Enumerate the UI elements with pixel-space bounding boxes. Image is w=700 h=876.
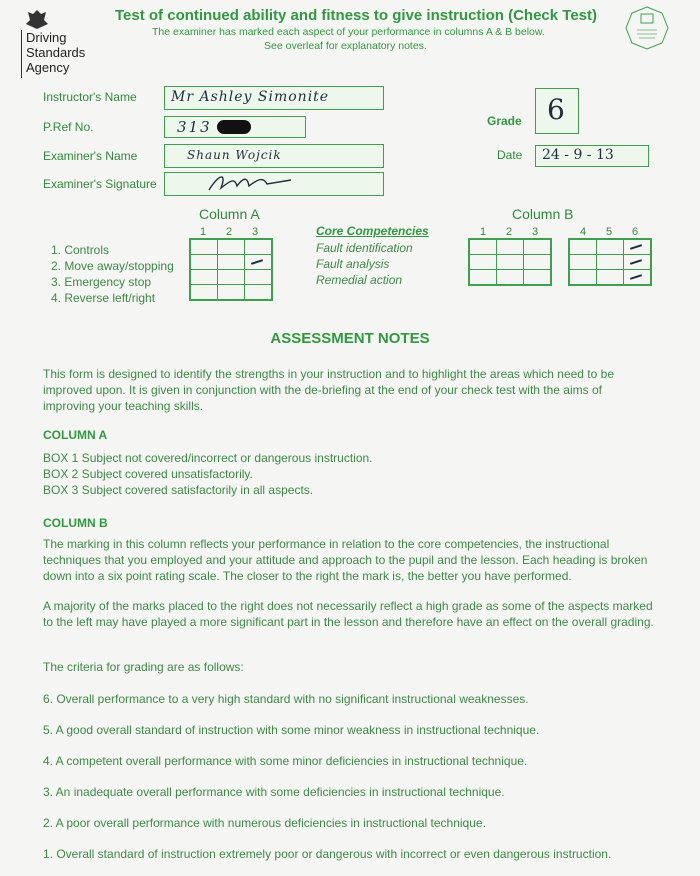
core-item-3: Remedial action bbox=[316, 273, 403, 287]
box-3-text: BOX 3 Subject covered satisfactorily in all aspects. bbox=[43, 483, 314, 497]
criteria-2: 2. A poor overall performance with numerous deficiencies in instructional technique. bbox=[43, 816, 486, 830]
examiner-name-label: Examiner's Name bbox=[43, 149, 138, 163]
examiner-name-field[interactable] bbox=[164, 144, 384, 168]
column-a-grid[interactable] bbox=[189, 238, 273, 301]
column-b-num-6: 6 bbox=[632, 226, 639, 238]
pref-label: P.Ref No. bbox=[43, 120, 94, 134]
notes-intro: This form is designed to identify the strengths in your instruction and to highlight the areas which need to be improved upon. It is given in conjunction with the de-briefing at the end of your check test with the aims of improving your teaching skills. bbox=[43, 367, 614, 413]
column-b-right-grid[interactable] bbox=[568, 238, 652, 286]
mark-tick bbox=[630, 244, 642, 250]
column-a-num-1: 1 bbox=[200, 226, 207, 238]
core-competencies-list bbox=[316, 240, 413, 288]
column-a-item-4: 4. Reverse left/right bbox=[51, 291, 156, 305]
grade-label: Grade bbox=[487, 114, 522, 128]
signature-scribble bbox=[201, 170, 311, 196]
instructor-name-label: Instructor's Name bbox=[43, 90, 137, 104]
box-definitions bbox=[43, 450, 373, 498]
column-a-item-2: 2. Move away/stopping bbox=[51, 259, 174, 273]
pref-value: 313 bbox=[177, 118, 212, 136]
agency-logo bbox=[18, 8, 98, 78]
column-a-heading: COLUMN A bbox=[43, 428, 108, 442]
date-label: Date bbox=[497, 148, 523, 162]
column-a-item-3: 3. Emergency stop bbox=[51, 275, 152, 289]
mark-tick bbox=[630, 274, 642, 280]
core-item-2: Fault analysis bbox=[316, 257, 390, 271]
criteria-1: 1. Overall standard of instruction extremely poor or dangerous with incorrect or even dangerous instruction. bbox=[43, 847, 612, 861]
criteria-3: 3. An inadequate overall performance with some deficiencies in instructional technique. bbox=[43, 785, 505, 799]
grade-value: 6 bbox=[547, 93, 565, 126]
form-subtitle-2: See overleaf for explanatory notes. bbox=[264, 40, 427, 52]
core-competencies-title: Core Competencies bbox=[316, 224, 429, 238]
grade-field[interactable] bbox=[535, 88, 579, 134]
agency-line1: Driving bbox=[26, 30, 67, 45]
agency-line3: Agency bbox=[26, 60, 70, 75]
examiner-signature-label: Examiner's Signature bbox=[43, 177, 157, 191]
form-subtitle-1: The examiner has marked each aspect of your performance in columns A & B below. bbox=[152, 26, 545, 38]
column-b-num-1: 1 bbox=[480, 226, 487, 238]
column-b-num-2: 2 bbox=[506, 226, 513, 238]
instructor-name-field[interactable] bbox=[164, 86, 384, 110]
column-b-title: Column B bbox=[512, 206, 574, 222]
box-1-text: BOX 1 Subject not covered/incorrect or dangerous instruction. bbox=[43, 451, 373, 465]
column-b-paragraph-1: The marking in this column reflects your performance in relation to the core competencies, the instructional techniques that you employed and your attitude and approach to the pupil and the lesson. Each heading is broken down into a six point rating scale. The closer to the right the mark is, the better you have performed. bbox=[43, 537, 648, 583]
mark-tick bbox=[630, 259, 642, 265]
box-2-text: BOX 2 Subject covered unsatisfactorily. bbox=[43, 467, 253, 481]
criteria-6: 6. Overall performance to a very high standard with no significant instructional weaknesses. bbox=[43, 692, 529, 706]
column-a-title: Column A bbox=[199, 206, 260, 222]
column-a-item-1: 1. Controls bbox=[51, 243, 110, 257]
column-a-num-3: 3 bbox=[252, 226, 259, 238]
pref-field[interactable] bbox=[164, 116, 306, 138]
column-b-num-4: 4 bbox=[580, 226, 587, 238]
redaction-mark bbox=[217, 120, 251, 134]
examiner-signature-field[interactable] bbox=[164, 172, 384, 196]
column-b-num-3: 3 bbox=[532, 226, 539, 238]
form-title: Test of continued ability and fitness to give instruction (Check Test) bbox=[115, 7, 597, 24]
column-b-heading: COLUMN B bbox=[43, 516, 108, 530]
approved-seal bbox=[625, 6, 669, 50]
criteria-intro: The criteria for grading are as follows: bbox=[43, 660, 244, 674]
column-b-left-grid[interactable] bbox=[468, 238, 552, 286]
assessment-notes-title: ASSESSMENT NOTES bbox=[270, 330, 430, 347]
column-b-paragraph-2: A majority of the marks placed to the right does not necessarily reflect a high grade as some of the aspects marked to the left may have played a more significant part in the lesson and therefore have an effect on the overall grading. bbox=[43, 599, 654, 629]
crest-icon bbox=[24, 8, 50, 30]
examiner-name-value: Shaun Wojcik bbox=[187, 148, 282, 162]
date-field[interactable] bbox=[535, 145, 649, 167]
mark-tick bbox=[251, 259, 263, 265]
column-a-list bbox=[51, 242, 174, 306]
core-item-1: Fault identification bbox=[316, 241, 413, 255]
criteria-4: 4. A competent overall performance with some minor deficiencies in instructional technique. bbox=[43, 754, 528, 768]
instructor-name-value: Mr Ashley Simonite bbox=[171, 89, 330, 105]
column-a-num-2: 2 bbox=[226, 226, 233, 238]
column-b-num-5: 5 bbox=[606, 226, 613, 238]
agency-line2: Standards bbox=[26, 45, 86, 60]
date-value: 24 - 9 - 13 bbox=[542, 147, 614, 163]
criteria-5: 5. A good overall standard of instruction with some minor weakness in instructional technique. bbox=[43, 723, 540, 737]
